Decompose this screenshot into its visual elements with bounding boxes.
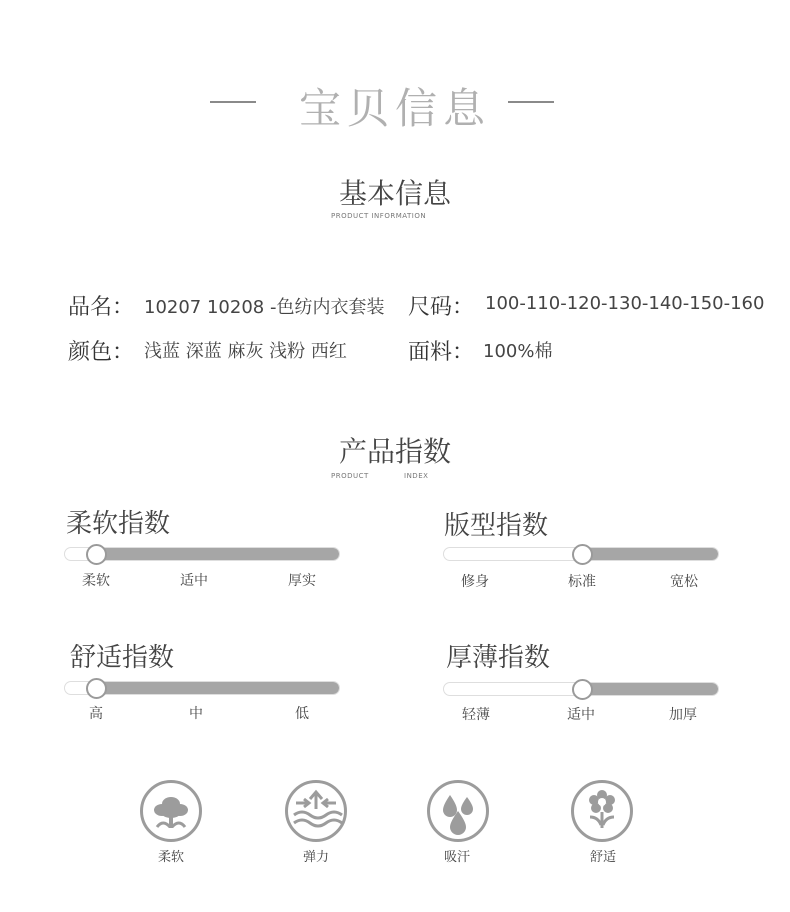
softness-tick-3: 厚实 <box>288 573 316 589</box>
feature-label-comfort: 舒适 <box>589 850 616 865</box>
softness-tick-1: 柔软 <box>82 573 110 589</box>
thickness-fill <box>582 683 718 695</box>
product-index-subtitle-right: INDEX <box>404 472 429 480</box>
thickness-tick-1: 轻薄 <box>462 707 490 723</box>
feature-label-absorb: 吸汗 <box>443 850 470 865</box>
size-value: 100-110-120-130-140-150-160 <box>485 293 765 314</box>
thickness-tick-3: 加厚 <box>669 707 697 723</box>
fit-tick-3: 宽松 <box>670 574 698 590</box>
size-label: 尺码： <box>408 295 475 320</box>
fit-fill <box>582 548 718 560</box>
fit-index-title: 版型指数 <box>444 511 549 541</box>
comfort-index-title: 舒适指数 <box>70 643 175 673</box>
comfort-tick-3: 低 <box>295 706 309 722</box>
product-index-title: 产品指数 <box>338 435 451 468</box>
basic-info-subtitle: PRODUCT INFORMATION <box>331 212 427 220</box>
fit-knob <box>572 544 593 565</box>
softness-fill <box>97 548 339 560</box>
comfort-tick-1: 高 <box>89 706 103 722</box>
thickness-tick-2: 适中 <box>567 707 595 723</box>
fit-tick-2: 标准 <box>568 574 596 590</box>
comfort-fill <box>97 682 339 694</box>
color-label: 颜色： <box>68 340 135 365</box>
softness-tick-2: 适中 <box>180 573 208 589</box>
comfort-tick-2: 中 <box>189 706 203 722</box>
softness-index-title: 柔软指数 <box>66 509 171 539</box>
tree-icon <box>140 780 202 842</box>
thickness-index-title: 厚薄指数 <box>446 643 551 673</box>
softness-knob <box>86 544 107 565</box>
header-right-dash <box>508 101 554 103</box>
main-title: 宝贝信息 <box>298 84 491 133</box>
color-value: 浅蓝 深蓝 麻灰 浅粉 西红 <box>144 341 347 362</box>
name-label: 品名： <box>68 295 135 320</box>
stretch-icon <box>285 780 347 842</box>
droplets-icon <box>427 780 489 842</box>
basic-info-title: 基本信息 <box>338 177 451 210</box>
comfort-knob <box>86 678 107 699</box>
fabric-label: 面料： <box>408 340 475 365</box>
fabric-value: 100%棉 <box>483 341 553 362</box>
fit-tick-1: 修身 <box>461 574 489 590</box>
name-value: 10207 10208 -色纺内衣套装 <box>144 297 385 318</box>
feature-label-stretch: 弹力 <box>302 850 329 865</box>
product-index-subtitle-left: PRODUCT <box>331 472 369 480</box>
thickness-knob <box>572 679 593 700</box>
flower-icon <box>571 780 633 842</box>
feature-label-soft: 柔软 <box>157 850 184 865</box>
